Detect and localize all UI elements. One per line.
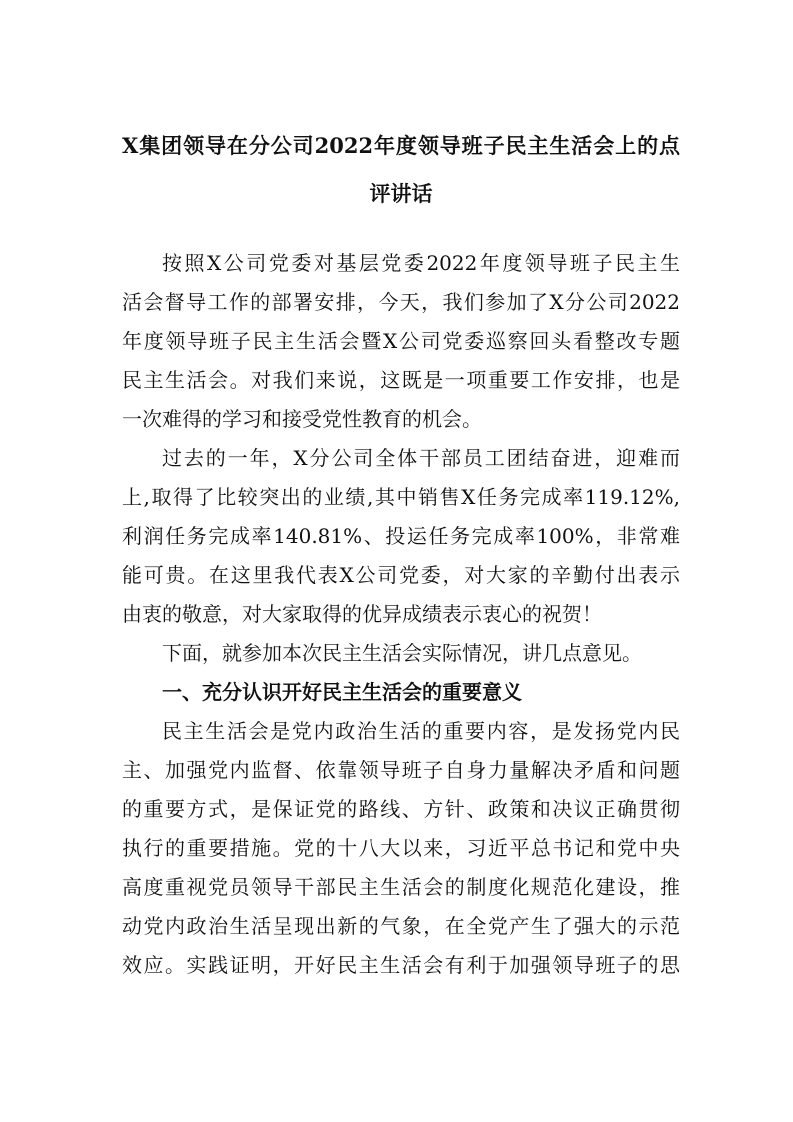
paragraph-line: 主、加强党内监督、依靠领导班子自身力量解决矛盾和问题 xyxy=(122,758,680,782)
paragraph-line: 由衷的敬意，对大家取得的优异成绩表示衷心的祝贺！ xyxy=(122,602,602,626)
paragraph-line: 动党内政治生活呈现出新的气象，在全党产生了强大的示范 xyxy=(122,914,680,938)
paragraph-line: 按照X公司党委对基层党委2022年度领导班子民主生 xyxy=(162,251,680,275)
section-heading: 一、充分认识开好民主生活会的重要意义 xyxy=(162,680,522,704)
paragraph-line: 的重要方式，是保证党的路线、方针、政策和决议正确贯彻 xyxy=(122,797,680,821)
paragraph-line: 高度重视党员领导干部民主生活会的制度化规范化建设，推 xyxy=(122,875,680,899)
paragraph-line: 能可贵。在这里我代表X公司党委，对大家的辛勤付出表示 xyxy=(122,563,680,587)
paragraph-line: 过去的一年，X分公司全体干部员工团结奋进，迎难而 xyxy=(162,446,680,470)
paragraph-line: 民主生活会是党内政治生活的重要内容，是发扬党内民 xyxy=(162,719,680,743)
paragraph-line: 年度领导班子民主生活会暨X公司党委巡察回头看整改专题 xyxy=(122,329,680,353)
paragraph-line: 利润任务完成率140.81%、投运任务完成率100%，非常难 xyxy=(122,524,680,548)
paragraph-line: 上,取得了比较突出的业绩,其中销售X任务完成率119.12%, xyxy=(122,485,680,509)
paragraph-line: 执行的重要措施。党的十八大以来，习近平总书记和党中央 xyxy=(122,836,680,860)
document-title-line-2: 评讲话 xyxy=(369,181,433,206)
paragraph-line: 活会督导工作的部署安排，今天，我们参加了X分公司2022 xyxy=(122,290,680,314)
paragraph-line: 下面，就参加本次民主生活会实际情况，讲几点意见。 xyxy=(162,641,642,665)
document-body xyxy=(122,248,680,989)
paragraph-line: 民主生活会。对我们来说，这既是一项重要工作安排，也是 xyxy=(122,368,680,392)
paragraph-line: 一次难得的学习和接受党性教育的机会。 xyxy=(122,407,482,431)
paragraph-line: 效应。实践证明，开好民主生活会有利于加强领导班子的思 xyxy=(122,953,680,977)
document-title-line-1: X集团领导在分公司2022年度领导班子民主生活会上的点 xyxy=(122,133,680,158)
